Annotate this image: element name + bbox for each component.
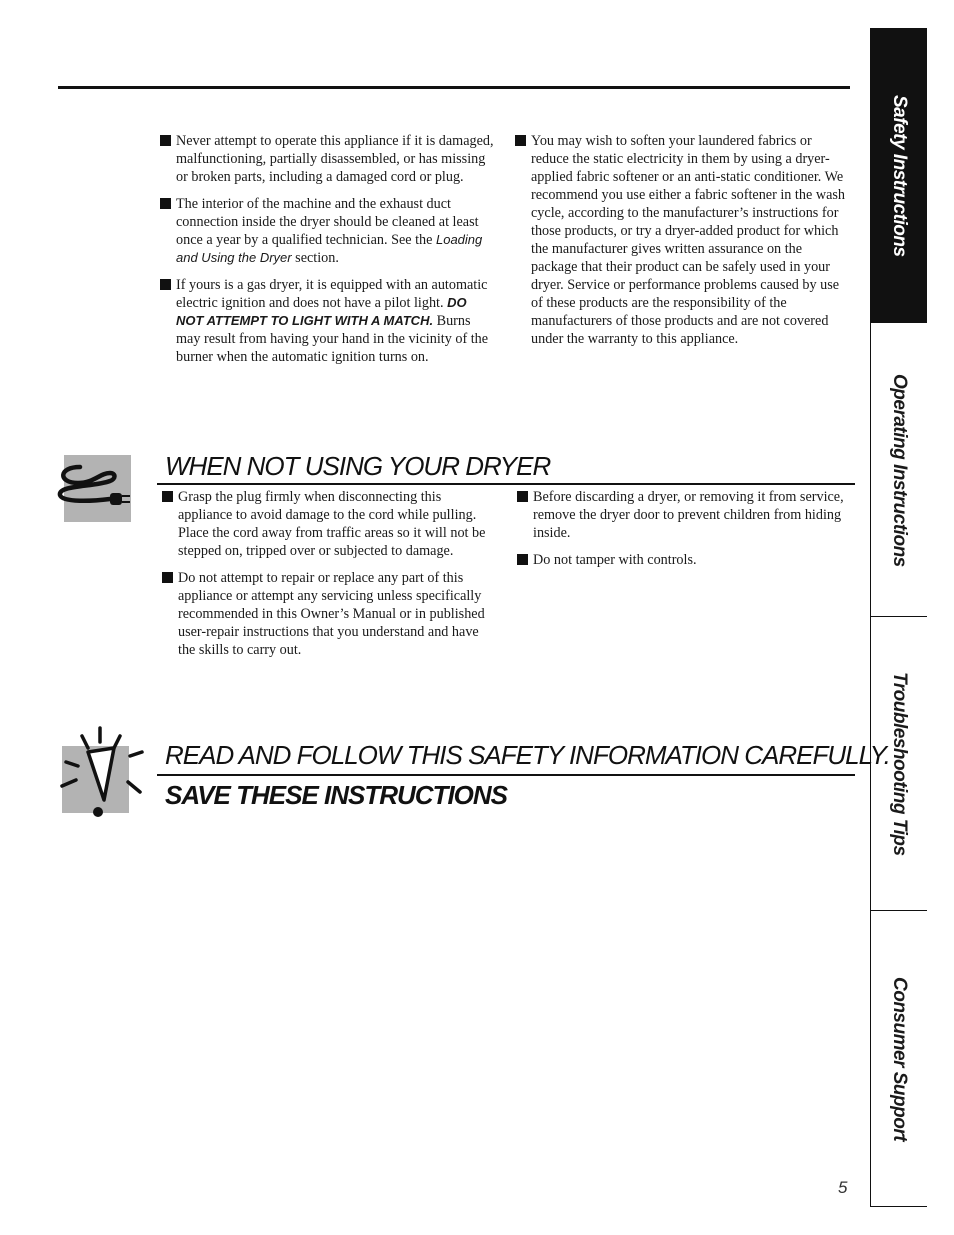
list-item xyxy=(162,569,498,659)
bullet-square-icon xyxy=(162,572,173,583)
top-rule xyxy=(58,86,850,89)
bullet-text: Do not attempt to repair or replace any part of this appliance or attempt any servicing unless specifically recommended in this Owner’s Manual or in published user-repair instructions that you understand and have the skills to carry out. xyxy=(178,570,485,658)
power-cord-plug-icon xyxy=(64,455,131,522)
bullet-text: The interior of the machine and the exhaust duct connection inside the dryer should be cleaned at least once a year by a qualified technician. See the xyxy=(176,196,479,248)
bullet-text-end: section. xyxy=(291,250,339,266)
bullet-text: Grasp the plug firmly when disconnecting this appliance to avoid damage to the cord while pulling. Place the cord away from traffic areas so it will not be stepped on, tripped over or subjected to damage. xyxy=(178,489,486,559)
safety-notice-line: READ AND FOLLOW THIS SAFETY INFORMATION CAREFULLY. xyxy=(165,740,890,770)
list-item xyxy=(162,488,498,560)
bullet-text-end: Burns may result from having your hand in the vicinity of the burner when the automatic ignition turns on. xyxy=(176,313,489,365)
bullet-text: Do not tamper with controls. xyxy=(533,552,697,568)
bullet-text: If yours is a gas dryer, it is equipped with an automatic electric ignition and does not have a pilot light. xyxy=(176,277,488,311)
list-item xyxy=(517,551,847,569)
tab-consumer-support[interactable] xyxy=(871,910,927,1207)
warning-exclamation-icon xyxy=(62,746,129,813)
section-reference: Loading and Using the Dryer xyxy=(176,232,483,265)
save-instructions-heading: SAVE THESE INSTRUCTIONS xyxy=(165,780,508,810)
bullet-square-icon xyxy=(517,554,528,565)
warning-emphasis: DO NOT ATTEMPT TO LIGHT WITH A MATCH. xyxy=(176,295,467,328)
section-rule xyxy=(157,774,855,776)
tab-operating-instructions[interactable] xyxy=(871,322,927,617)
tab-label: Operating Instructions xyxy=(889,373,910,567)
section-title: WHEN NOT USING YOUR DRYER xyxy=(165,451,551,481)
bullet-square-icon xyxy=(162,491,173,502)
bullet-square-icon xyxy=(160,135,171,146)
bullet-text: Never attempt to operate this appliance if it is damaged, malfunctioning, partially disassembled, or has missing or broken parts, including a damaged cord or plug. xyxy=(176,133,494,185)
bullet-square-icon xyxy=(517,491,528,502)
bullet-text: Before discarding a dryer, or removing it from service, remove the dryer door to prevent children from hiding inside. xyxy=(533,489,844,541)
list-item xyxy=(517,488,847,542)
tab-label: Safety Instructions xyxy=(889,95,910,257)
tab-troubleshooting-tips[interactable] xyxy=(871,616,927,911)
when-not-using-left-column xyxy=(162,488,498,668)
list-item xyxy=(160,276,496,366)
bullet-text: You may wish to soften your laundered fabrics or reduce the static electricity in them by using a dryer-applied fabric softener or an anti-static conditioner. We recommend you use either a fabric softener in the wash cycle, according to the manufacturer’s instructions for those products, or try a dryer-added product for which the manufacturer gives written assurance on the package that their product can be safely used in your dryer. Service or performance problems caused by use of these products are the responsibility of the manufacturers of those products and are not covered under the warranty to this appliance. xyxy=(531,133,845,347)
bullet-square-icon xyxy=(160,279,171,290)
tab-label: Troubleshooting Tips xyxy=(889,672,910,856)
page-number: 5 xyxy=(838,1178,848,1197)
top-right-column xyxy=(515,132,852,357)
when-not-using-right-column xyxy=(517,488,847,578)
tab-label: Consumer Support xyxy=(889,976,910,1142)
bullet-square-icon xyxy=(515,135,526,146)
top-left-column xyxy=(160,132,496,375)
section-rule xyxy=(157,483,855,485)
section-tabs xyxy=(870,28,927,1207)
list-item xyxy=(160,132,496,186)
tab-safety-instructions[interactable] xyxy=(871,28,927,323)
bullet-square-icon xyxy=(160,198,171,209)
list-item xyxy=(515,132,852,348)
list-item xyxy=(160,195,496,267)
